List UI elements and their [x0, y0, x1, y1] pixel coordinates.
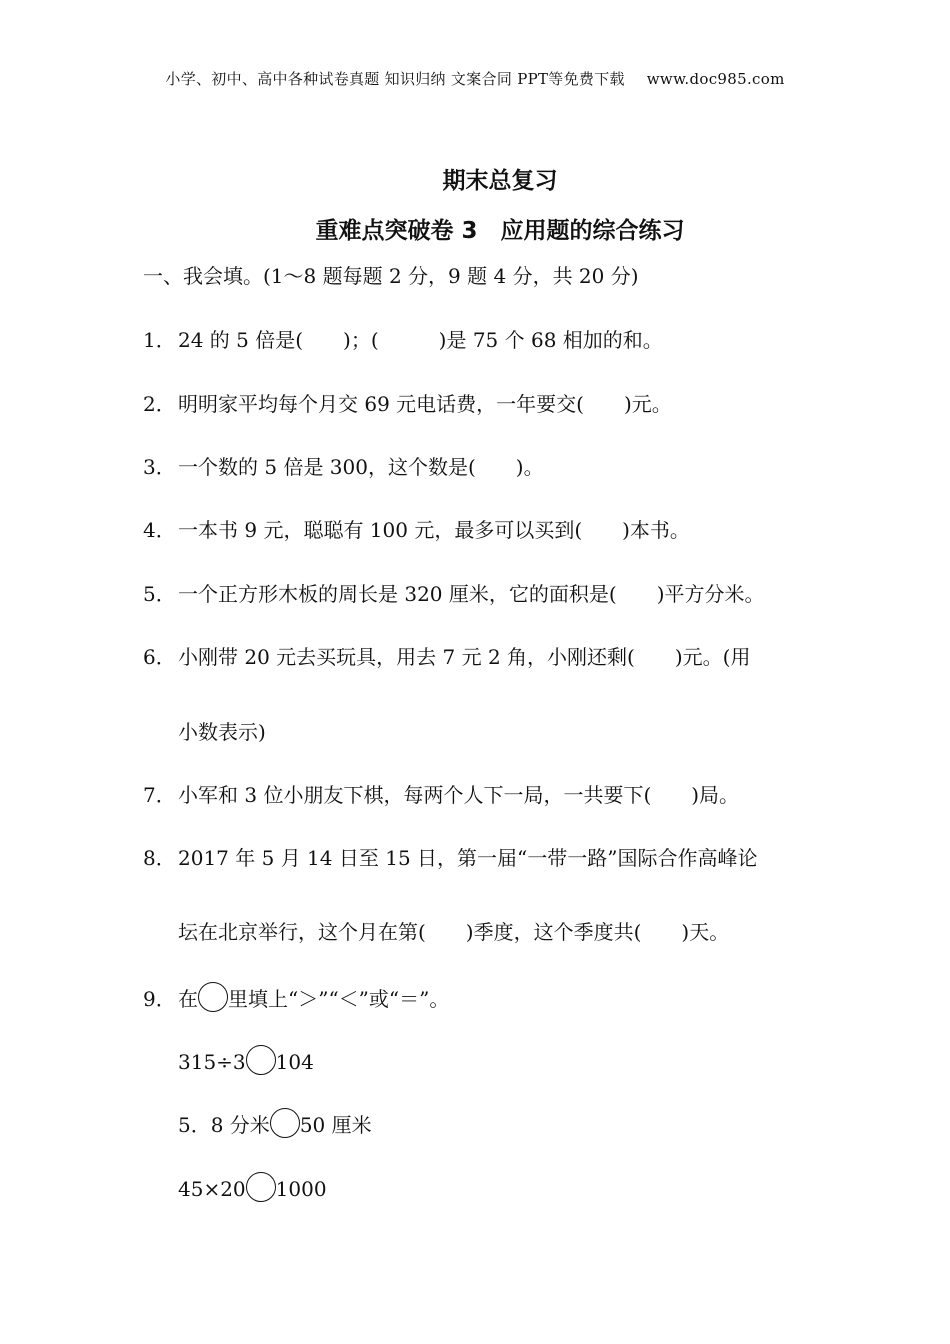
question-9 — [143, 982, 449, 1013]
question-number: 3． — [143, 455, 176, 479]
question-number: 8． — [143, 846, 176, 870]
question-7 — [143, 781, 739, 809]
question-3 — [143, 453, 544, 481]
comparison-right: 104 — [275, 1050, 314, 1074]
comparison-item-3 — [178, 1172, 327, 1203]
compare-circle[interactable] — [270, 1108, 300, 1138]
page-subtitle: 重难点突破卷 3 应用题的综合练习 — [315, 218, 685, 244]
question-text-pre: 在 — [178, 987, 198, 1011]
question-number: 2． — [143, 392, 176, 416]
question-text: 小刚带 20 元去买玩具，用去 7 元 2 角，小刚还剩( )元。(用 — [178, 645, 751, 669]
comparison-right: 50 厘米 — [299, 1113, 372, 1137]
question-text: 明明家平均每个月交 69 元电话费，一年要交( )元。 — [178, 392, 672, 416]
question-number: 7． — [143, 783, 176, 807]
question-number: 4． — [143, 518, 176, 542]
question-text-post: 里填上“＞”“＜”或“＝”。 — [228, 987, 450, 1011]
question-text: 一个正方形木板的周长是 320 厘米，它的面积是( )平方分米。 — [178, 582, 765, 606]
question-text: 一个数的 5 倍是 300，这个数是( )。 — [178, 455, 544, 479]
page-title: 期末总复习 — [442, 168, 558, 194]
comparison-left: 45×20 — [178, 1177, 246, 1201]
blank-circle[interactable] — [198, 982, 228, 1012]
question-8-continuation: 坛在北京举行，这个月在第( )季度，这个季度共( )天。 — [178, 920, 730, 944]
question-2 — [143, 390, 672, 418]
compare-circle[interactable] — [246, 1045, 276, 1075]
comparison-left: 315÷3 — [178, 1050, 246, 1074]
comparison-right: 1000 — [275, 1177, 327, 1201]
header-text: 小学、初中、高中各种试卷真题 知识归纳 文案合同 PPT等免费下载 — [165, 70, 625, 88]
comparison-item-1 — [178, 1045, 314, 1076]
question-text: 24 的 5 倍是( )；( )是 75 个 68 相加的和。 — [178, 328, 663, 352]
question-number: 1． — [143, 328, 176, 352]
question-number: 6． — [143, 645, 176, 669]
header-website: www.doc985.com — [646, 70, 785, 88]
question-6-continuation: 小数表示) — [178, 720, 266, 744]
question-5 — [143, 580, 765, 608]
compare-circle[interactable] — [246, 1172, 276, 1202]
question-number: 5． — [143, 582, 176, 606]
question-4 — [143, 516, 690, 544]
question-1 — [143, 326, 663, 354]
section-heading: 一、我会填。(1～8 题每题 2 分，9 题 4 分，共 20 分) — [143, 264, 639, 288]
question-text: 2017 年 5 月 14 日至 15 日，第一届“一带一路”国际合作高峰论 — [178, 846, 758, 870]
comparison-left: 5．8 分米 — [178, 1113, 270, 1137]
question-text: 一本书 9 元，聪聪有 100 元，最多可以买到( )本书。 — [178, 518, 690, 542]
page-header — [0, 68, 950, 89]
comparison-item-2 — [178, 1108, 372, 1139]
question-6 — [143, 643, 750, 671]
question-number: 9． — [143, 987, 176, 1011]
question-text: 小军和 3 位小朋友下棋，每两个人下一局，一共要下( )局。 — [178, 783, 740, 807]
question-8 — [143, 844, 757, 872]
